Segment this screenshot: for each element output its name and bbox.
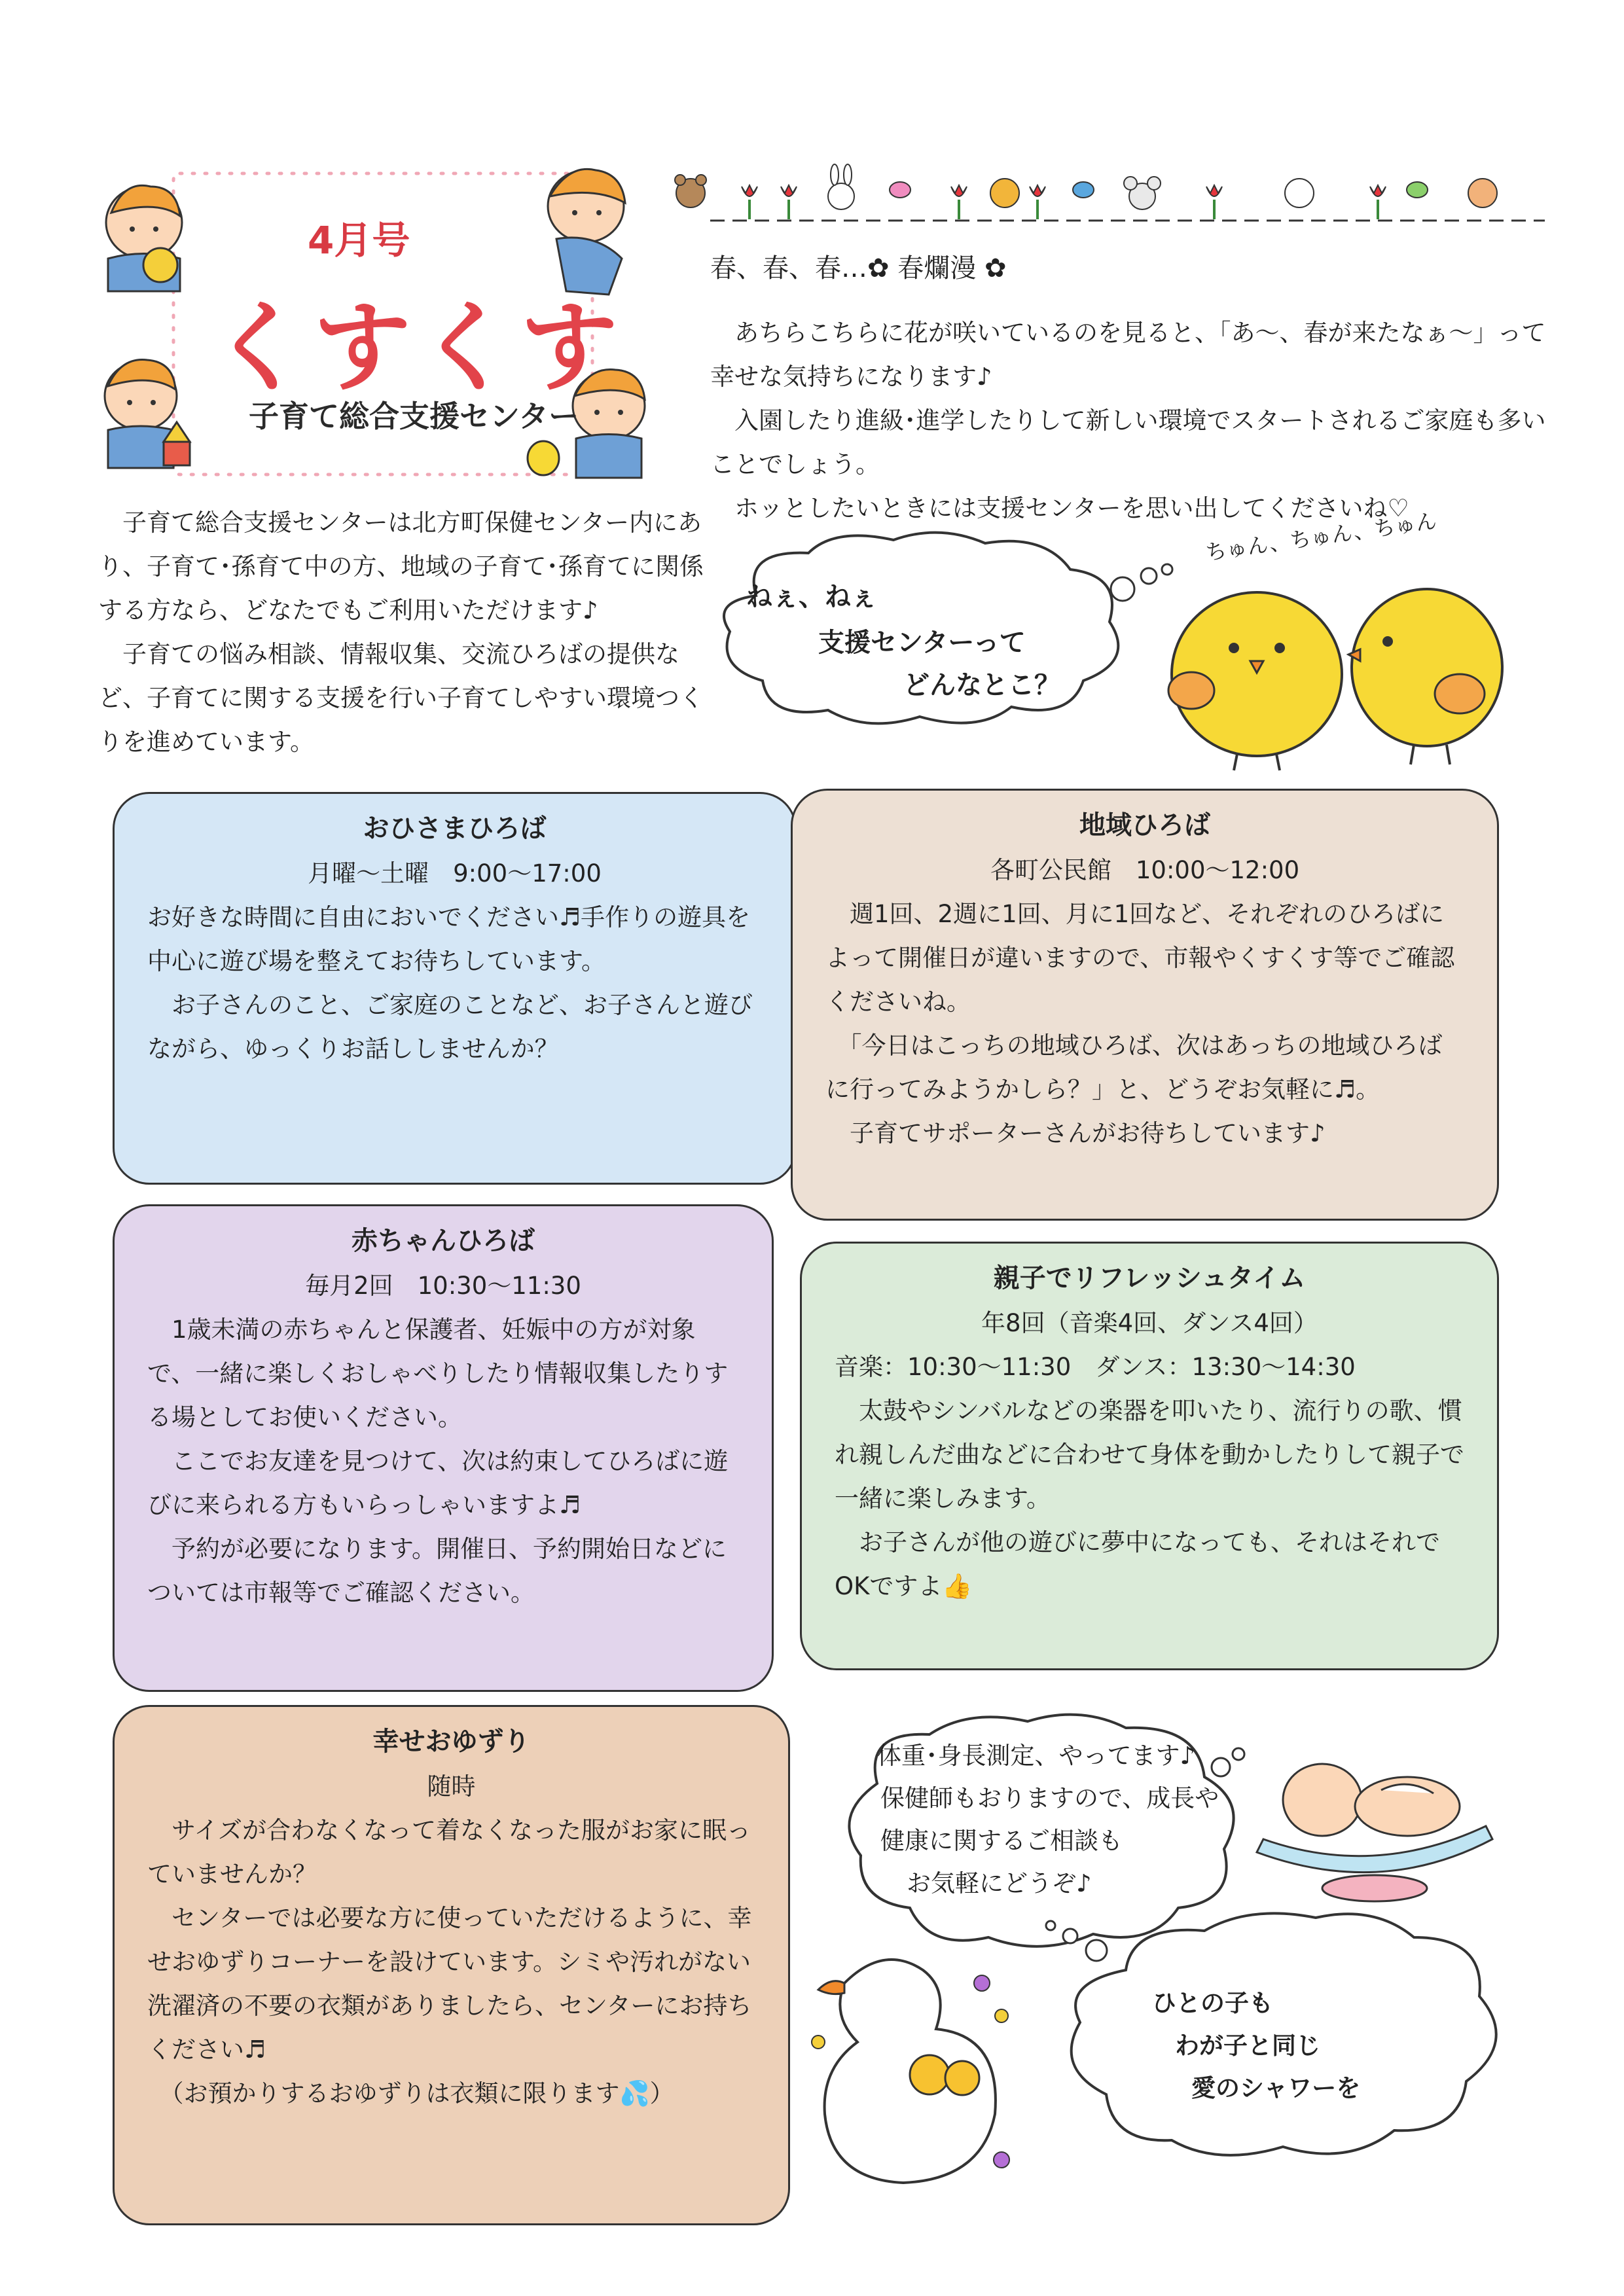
intro-paragraph: 子育て総合支援センターは北方町保健センター内にあり、子育て･孫育て中の方、地域の子育て･孫育てに関係する方なら、どなたでもご利用いただけます♪	[98, 509, 704, 624]
tulip-icon	[1030, 185, 1045, 219]
bubble-motto-line3: 愛のシャワーを	[1191, 2074, 1361, 2102]
issue-number: 4月号	[308, 218, 410, 262]
bird-icon	[890, 182, 911, 198]
section-title: 地域ひろば	[1079, 810, 1210, 840]
bubble-top-line2: 支援センターって	[818, 628, 1026, 658]
tulip-icon	[1370, 185, 1386, 219]
section-chiiki-hiroba	[791, 789, 1499, 1221]
tulip-icon	[781, 185, 797, 219]
section-schedule: 毎月2回 10:30～11:30	[305, 1272, 581, 1300]
section-schedule: 各町公民館 10:00～12:00	[990, 856, 1300, 884]
bubble-motto-line2: わが子と同じ	[1175, 2032, 1320, 2060]
duck-with-chicks-illustration	[805, 1944, 1021, 2199]
section-oyako-refresh	[800, 1242, 1499, 1670]
section-paragraph: お好きな時間に自由においでください♬手作りの遊具を中心に遊び場を整えてお待ちしています。	[147, 903, 751, 975]
section-paragraph: 1歳未満の赤ちゃんと保護者、妊娠中の方が対象で、一緒に楽しくおしゃべりしたり情報収集したりする場としてお使いください。	[147, 1316, 729, 1431]
bubble-measure-line4: お気軽にどうぞ♪	[907, 1869, 1092, 1897]
section-title: おひさまひろば	[363, 814, 547, 844]
section-paragraph: 「今日はこっちの地域ひろば、次はあっちの地域ひろばに行ってみようかしら？」と、どうぞお気軽に♬。	[825, 1031, 1443, 1103]
spring-paragraph: あちらこちらに花が咲いているのを見ると、「あ～、春が来たなぁ～」って幸せな気持ちになります♪	[710, 319, 1546, 391]
spring-paragraph: 入園したり進級･進学したりして新しい環境でスタートされるご家庭も多いことでしょう。	[710, 406, 1546, 478]
chick-icon	[1348, 589, 1502, 764]
baby-on-scale-illustration	[1244, 1728, 1506, 1905]
spring-message	[710, 311, 1555, 530]
mouse-icon	[1124, 177, 1161, 209]
section-schedule: 年8回（音楽4回、ダンス4回）	[981, 1309, 1318, 1337]
section-paragraph: 子育てサポーターさんがお待ちしています♪	[825, 1119, 1326, 1147]
tulip-icon	[951, 185, 967, 219]
section-title: 赤ちゃんひろば	[352, 1226, 535, 1256]
section-times: 音楽：10:30～11:30 ダンス：13:30～14:30	[835, 1353, 1356, 1381]
section-paragraph: 週1回、2週に1回、月に1回など、それぞれのひろばによって開催日が違いますので、市報やくすくす等でご確認くださいね。	[825, 900, 1455, 1016]
chirp-text: ちゅん、ちゅん、ちゅん	[1204, 508, 1439, 565]
bubble-top-line3: どんなとこ？	[903, 670, 1060, 700]
section-schedule: 随時	[427, 1772, 476, 1801]
spring-paragraph: ホッとしたいときには支援センターを思い出してくださいね♡	[710, 494, 1409, 522]
section-paragraph: サイズが合わなくなって着なくなった服がお家に眠っていませんか？	[147, 1816, 751, 1888]
intro-paragraph: 子育ての悩み相談、情報収集、交流ひろばの提供など、子育てに関する支援を行い子育てしやすい環境つくりを進めています。	[98, 640, 704, 756]
bubble-motto-line1: ひとの子も	[1152, 1989, 1273, 2017]
section-shiawase-oyuzuri	[113, 1705, 790, 2225]
tiger-icon	[990, 179, 1019, 207]
bear-icon	[675, 175, 706, 207]
bubble-measure-line2: 保健師もおりますので、成長や	[880, 1784, 1219, 1812]
spring-heading: 春、春、春…✿ 春爛漫 ✿	[710, 253, 1007, 283]
bubble-top-line1: ねぇ、ねぇ	[746, 582, 877, 612]
section-paragraph: ここでお友達を見つけて、次は約束してひろばに遊びに来られる方もいらっしゃいますよ♬	[147, 1447, 729, 1519]
baby-with-blocks-icon	[105, 360, 190, 469]
section-schedule: 月曜～土曜 9:00～17:00	[308, 859, 602, 888]
bird-icon	[1407, 182, 1428, 198]
section-paragraph: お子さんが他の遊びに夢中になっても、それはそれでOKですよ👍	[835, 1528, 1440, 1600]
section-title: 親子でリフレッシュタイム	[993, 1263, 1306, 1293]
bird-icon	[1073, 182, 1094, 198]
chicks-illustration	[1152, 563, 1519, 779]
section-paragraph: 太鼓やシンバルなどの楽器を叩いたり、流行りの歌、慣れ親しんだ曲などに合わせて身体を動かしたりして親子で一緒に楽しみます。	[835, 1397, 1464, 1513]
rabbit-icon	[828, 164, 854, 209]
lion-icon	[1468, 179, 1497, 207]
section-ohisama-hiroba	[113, 792, 797, 1185]
section-paragraph: センターでは必要な方に使っていただけるように、幸せおゆずりコーナーを設けています。シミや汚れがない洗濯済の不要の衣類がありましたら、センターにお持ちください♬	[147, 1904, 752, 2064]
section-paragraph: お子さんのこと、ご家庭のことなど、お子さんと遊びながら、ゆっくりお話ししませんか？	[147, 991, 753, 1063]
chick-icon	[1168, 592, 1342, 770]
animal-tulip-border	[671, 160, 1545, 226]
baby-with-bear-icon	[106, 185, 182, 291]
organization-name: 子育て総合支援センター	[249, 399, 579, 434]
newsletter-title: くすくす	[209, 291, 624, 405]
tulip-icon	[1206, 185, 1222, 219]
section-title: 幸せおゆずり	[372, 1727, 530, 1757]
intro-text	[98, 501, 707, 764]
bubble-measure-line1: 体重･身長測定、やってます♪	[877, 1742, 1196, 1770]
section-paragraph: 予約が必要になります。開催日、予約開始日などについては市報等でご確認ください。	[147, 1535, 727, 1607]
pig-icon	[1285, 179, 1314, 207]
tulip-icon	[742, 185, 757, 219]
section-paragraph: （お預かりするおゆずりは衣類に限ります💦）	[147, 2079, 674, 2108]
bubble-measure-line3: 健康に関するご相談も	[880, 1827, 1123, 1855]
section-akachan-hiroba	[113, 1204, 774, 1692]
